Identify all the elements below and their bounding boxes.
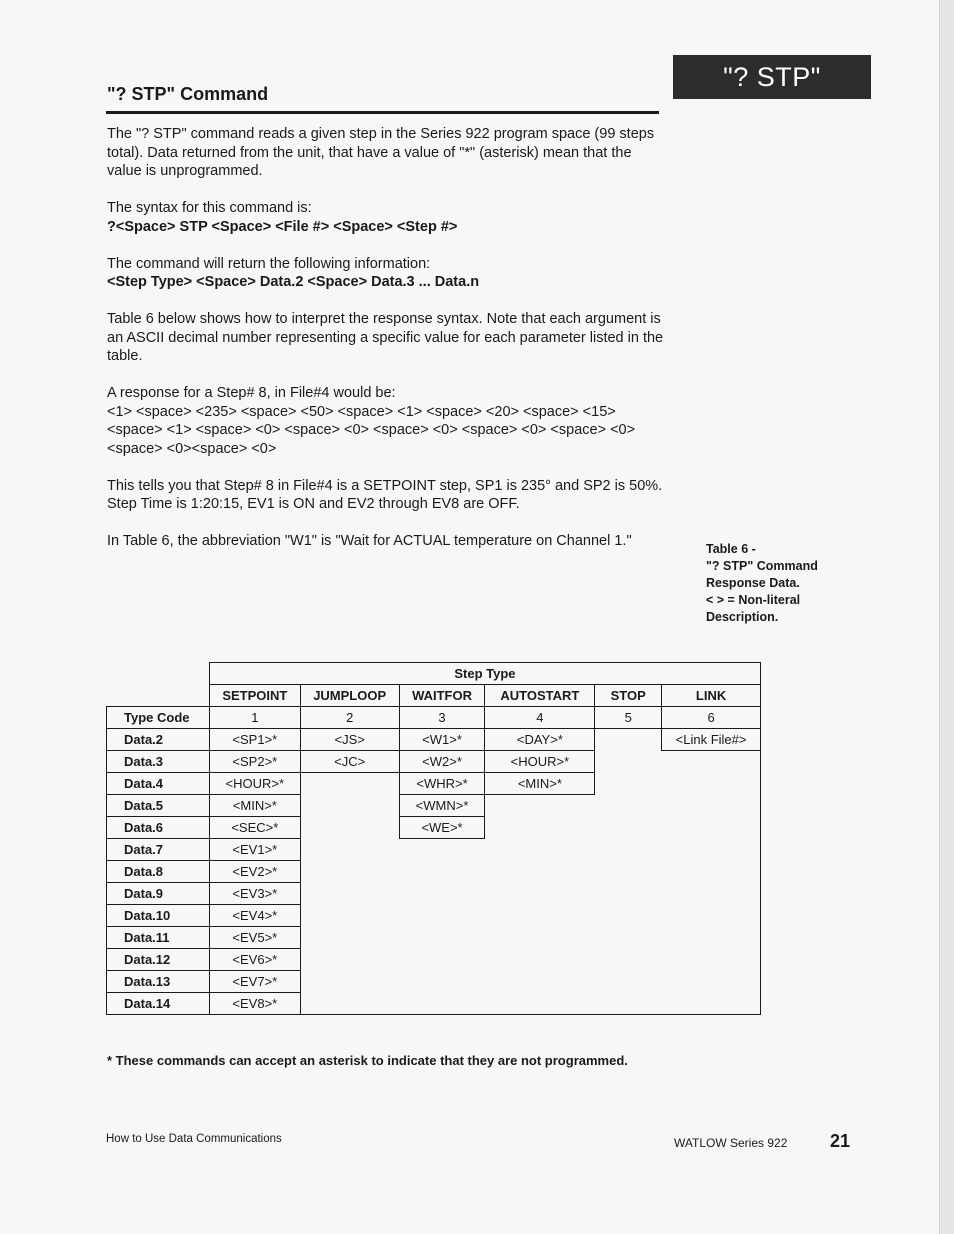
paragraph-explanation: This tells you that Step# 8 in File#4 is a SETPOINT step, SP1 is 235° and SP2 is 50%. Step Time is 1:20:15, EV1 is ON and EV2 through EV8 are OFF. bbox=[107, 477, 663, 512]
example-intro: A response for a Step# 8, in File#4 would be: bbox=[107, 385, 396, 401]
table-cell bbox=[662, 773, 761, 795]
table-cell bbox=[300, 839, 399, 861]
table-cell: <SEC>* bbox=[209, 817, 300, 839]
table-row bbox=[107, 817, 761, 839]
row-label: Type Code bbox=[107, 707, 210, 729]
table-cell bbox=[662, 905, 761, 927]
table-cell: <JC> bbox=[300, 751, 399, 773]
group-header-step-type: Step Type bbox=[209, 663, 760, 685]
table-cell: <EV3>* bbox=[209, 883, 300, 905]
table-cell: <EV6>* bbox=[209, 949, 300, 971]
table-cell bbox=[485, 839, 595, 861]
caption-line: "? STP" Command bbox=[706, 559, 818, 573]
table-cell bbox=[595, 729, 662, 751]
syntax-intro: The syntax for this command is: bbox=[107, 200, 312, 216]
table-cell bbox=[595, 751, 662, 773]
table-cell: 1 bbox=[209, 707, 300, 729]
table-cell: <WMN>* bbox=[399, 795, 485, 817]
table-cell bbox=[300, 773, 399, 795]
table-cell bbox=[595, 773, 662, 795]
table-cell bbox=[595, 883, 662, 905]
caption-line: < > = Non-literal bbox=[706, 593, 801, 607]
table-cell bbox=[485, 993, 595, 1015]
table-cell: <JS> bbox=[300, 729, 399, 751]
table-row bbox=[107, 839, 761, 861]
table-cell bbox=[485, 817, 595, 839]
table-cell bbox=[595, 927, 662, 949]
table-cell: <EV2>* bbox=[209, 861, 300, 883]
section-tab: "? STP" bbox=[673, 55, 871, 99]
table-cell bbox=[300, 971, 399, 993]
table-cell bbox=[399, 839, 485, 861]
table-cell bbox=[300, 905, 399, 927]
row-label: Data.6 bbox=[107, 817, 210, 839]
table-cell bbox=[662, 795, 761, 817]
table-cell bbox=[595, 971, 662, 993]
paragraph-return bbox=[107, 255, 667, 292]
example-response: <1> <space> <235> <space> <50> <space> <1> <space> <20> <space> <15> <space> <1> <space> <0> <space> <0> <space> <0> <space> <0> <space> <0> <space> <0><space> <0> bbox=[107, 403, 636, 457]
table-row bbox=[107, 707, 761, 729]
table-cell bbox=[485, 927, 595, 949]
table-cell: <SP2>* bbox=[209, 751, 300, 773]
table-cell: <W2>* bbox=[399, 751, 485, 773]
column-header: SETPOINT bbox=[209, 685, 300, 707]
table-cell bbox=[399, 883, 485, 905]
table-cell bbox=[595, 993, 662, 1015]
table-cell: <Link File#> bbox=[662, 729, 761, 751]
row-label: Data.3 bbox=[107, 751, 210, 773]
table-cell bbox=[300, 949, 399, 971]
table-cell: <EV7>* bbox=[209, 971, 300, 993]
table-row bbox=[107, 927, 761, 949]
row-label: Data.2 bbox=[107, 729, 210, 751]
column-header: AUTOSTART bbox=[485, 685, 595, 707]
table-caption bbox=[706, 541, 856, 626]
table-cell bbox=[399, 905, 485, 927]
table-cell bbox=[485, 905, 595, 927]
paragraph-syntax bbox=[107, 199, 667, 236]
table-cell bbox=[662, 993, 761, 1015]
row-label: Data.9 bbox=[107, 883, 210, 905]
row-label: Data.4 bbox=[107, 773, 210, 795]
syntax-command: ?<Space> STP <Space> <File #> <Space> <Step #> bbox=[107, 218, 458, 235]
section-title: "? STP" Command bbox=[107, 84, 269, 104]
body-text bbox=[107, 125, 667, 569]
table-cell bbox=[300, 927, 399, 949]
table-cell bbox=[595, 839, 662, 861]
row-label: Data.8 bbox=[107, 861, 210, 883]
return-syntax: <Step Type> <Space> Data.2 <Space> Data.3 ... Data.n bbox=[107, 274, 480, 290]
page-edge bbox=[939, 0, 954, 1234]
table-cell bbox=[399, 993, 485, 1015]
paragraph-intro: The "? STP" command reads a given step in the Series 922 program space (99 steps total). Data returned from the unit, that have a value of "*" (asterisk) mean that the value is unprogrammed. bbox=[107, 126, 655, 179]
table-cell bbox=[595, 795, 662, 817]
table-cell bbox=[300, 795, 399, 817]
page-number: 21 bbox=[830, 1131, 851, 1151]
table-cell bbox=[300, 817, 399, 839]
title-rule bbox=[106, 111, 659, 114]
table-cell: <EV1>* bbox=[209, 839, 300, 861]
table-cell bbox=[662, 971, 761, 993]
table-cell bbox=[662, 861, 761, 883]
table-cell bbox=[485, 861, 595, 883]
table-cell bbox=[300, 861, 399, 883]
table-row bbox=[107, 949, 761, 971]
table-cell: 4 bbox=[485, 707, 595, 729]
caption-line: Table 6 - bbox=[706, 542, 756, 556]
table-cell: <WHR>* bbox=[399, 773, 485, 795]
table-column-header-row bbox=[107, 685, 761, 707]
table-row bbox=[107, 971, 761, 993]
table-cell bbox=[300, 993, 399, 1015]
table-cell bbox=[662, 883, 761, 905]
table-cell bbox=[485, 883, 595, 905]
caption-line: Description. bbox=[706, 610, 779, 624]
table-cell: <MIN>* bbox=[209, 795, 300, 817]
table-cell: <HOUR>* bbox=[209, 773, 300, 795]
table-cell bbox=[662, 817, 761, 839]
row-label: Data.12 bbox=[107, 949, 210, 971]
table-cell bbox=[300, 883, 399, 905]
table-cell: 6 bbox=[662, 707, 761, 729]
row-label: Data.5 bbox=[107, 795, 210, 817]
table-cell bbox=[399, 971, 485, 993]
row-label: Data.14 bbox=[107, 993, 210, 1015]
table-cell bbox=[662, 751, 761, 773]
table-cell bbox=[399, 927, 485, 949]
table-cell bbox=[399, 949, 485, 971]
column-header: LINK bbox=[662, 685, 761, 707]
table-cell bbox=[595, 949, 662, 971]
return-intro: The command will return the following information: bbox=[107, 255, 431, 272]
table-group-header-row bbox=[107, 663, 761, 685]
table-cell bbox=[485, 949, 595, 971]
table-cell bbox=[662, 949, 761, 971]
caption-line: Response Data. bbox=[706, 576, 800, 590]
table-cell bbox=[485, 795, 595, 817]
table-cell: <W1>* bbox=[399, 729, 485, 751]
table-row bbox=[107, 993, 761, 1015]
table-cell: 3 bbox=[399, 707, 485, 729]
table-cell: <DAY>* bbox=[485, 729, 595, 751]
table-row bbox=[107, 729, 761, 751]
table-cell bbox=[595, 861, 662, 883]
table-cell bbox=[595, 905, 662, 927]
table-cell bbox=[662, 839, 761, 861]
response-data-table bbox=[106, 662, 761, 1015]
row-label: Data.7 bbox=[107, 839, 210, 861]
table-row bbox=[107, 773, 761, 795]
table-cell bbox=[485, 971, 595, 993]
paragraph-abbreviation: In Table 6, the abbreviation "W1" is "Wait for ACTUAL temperature on Channel 1." bbox=[107, 533, 632, 549]
table-cell: <EV4>* bbox=[209, 905, 300, 927]
table-cell: <EV5>* bbox=[209, 927, 300, 949]
table-cell: <MIN>* bbox=[485, 773, 595, 795]
row-label: Data.10 bbox=[107, 905, 210, 927]
table-cell bbox=[595, 817, 662, 839]
row-label: Data.13 bbox=[107, 971, 210, 993]
table-row bbox=[107, 883, 761, 905]
paragraph-example bbox=[107, 384, 667, 458]
table-row bbox=[107, 751, 761, 773]
table-cell: 5 bbox=[595, 707, 662, 729]
table-cell: <WE>* bbox=[399, 817, 485, 839]
table-cell bbox=[662, 927, 761, 949]
table-row bbox=[107, 905, 761, 927]
footer-section-name: How to Use Data Communications bbox=[106, 1133, 282, 1145]
table-cell: <HOUR>* bbox=[485, 751, 595, 773]
table-row bbox=[107, 795, 761, 817]
paragraph-table-ref: Table 6 below shows how to interpret the response syntax. Note that each argument is an ASCII decimal number representing a specific value for each parameter listed in the table. bbox=[107, 311, 664, 364]
row-label: Data.11 bbox=[107, 927, 210, 949]
table-cell bbox=[399, 861, 485, 883]
column-header: JUMPLOOP bbox=[300, 685, 399, 707]
footer-product-name: WATLOW Series 922 bbox=[674, 1136, 788, 1150]
table-cell: <EV8>* bbox=[209, 993, 300, 1015]
table-row bbox=[107, 861, 761, 883]
table-cell: <SP1>* bbox=[209, 729, 300, 751]
footnote: * These commands can accept an asterisk to indicate that they are not programmed. bbox=[107, 1053, 628, 1068]
column-header: WAITFOR bbox=[399, 685, 485, 707]
table-cell: 2 bbox=[300, 707, 399, 729]
column-header: STOP bbox=[595, 685, 662, 707]
